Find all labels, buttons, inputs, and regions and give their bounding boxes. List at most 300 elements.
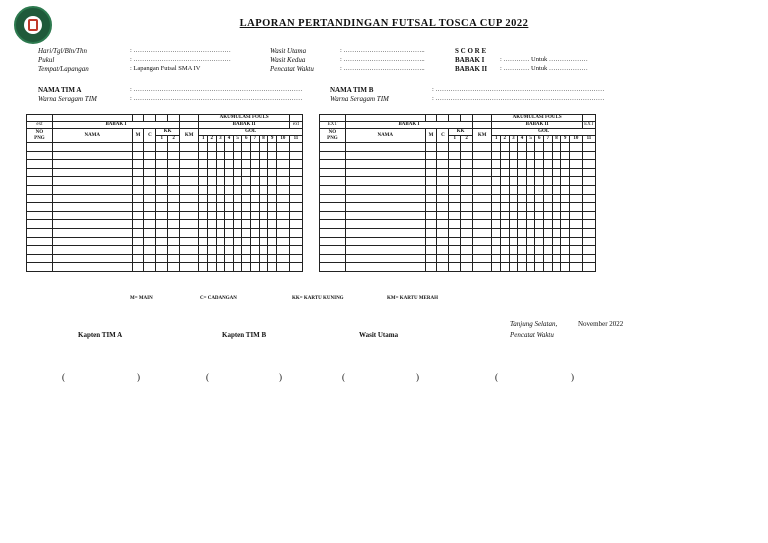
table-cell xyxy=(233,143,242,152)
gol-num-header: 8 xyxy=(259,136,268,143)
date-label: November 2022 xyxy=(578,320,624,328)
table-cell xyxy=(544,228,553,237)
table-cell xyxy=(233,203,242,212)
gol-num-header: 1 xyxy=(492,136,501,143)
table-cell xyxy=(268,211,277,220)
bracket-close-b: ) xyxy=(279,372,282,382)
no-label: NO xyxy=(328,129,337,135)
table-cell xyxy=(233,185,242,194)
value-date: : ……………………………………… xyxy=(130,47,231,54)
score-babak2-label: BABAK II xyxy=(455,65,488,73)
table-cell xyxy=(216,143,225,152)
table-cell xyxy=(437,246,449,255)
table-cell xyxy=(509,160,518,169)
table-cell xyxy=(225,203,234,212)
table-cell xyxy=(144,237,156,246)
table-cell xyxy=(251,194,260,203)
corner-box-right: ext xyxy=(289,122,302,129)
table-cell xyxy=(289,237,302,246)
table-cell xyxy=(501,203,510,212)
score-babak2-value: : ………… Untuk ……………… xyxy=(500,65,588,72)
table-cell xyxy=(492,168,501,177)
table-cell xyxy=(449,185,461,194)
table-cell xyxy=(156,143,168,152)
table-cell xyxy=(320,228,346,237)
label-date: Hari/Tgl/Bln/Thn xyxy=(38,47,88,55)
gol-num-header: 9 xyxy=(268,136,277,143)
table-cell xyxy=(552,211,561,220)
table-cell xyxy=(473,211,492,220)
table-cell xyxy=(208,203,217,212)
gol-num-header: 2 xyxy=(501,136,510,143)
value-second-referee: : ……………………………….. xyxy=(340,56,425,63)
table-cell xyxy=(473,246,492,255)
table-cell xyxy=(180,143,199,152)
table-cell xyxy=(268,143,277,152)
signature-timekeeper: Pencatat Waktu xyxy=(510,331,554,339)
value-venue: : Lapangan Futsal SMA IV xyxy=(130,65,201,72)
table-cell xyxy=(251,263,260,272)
table-cell xyxy=(156,203,168,212)
table-cell xyxy=(168,246,180,255)
foul-box xyxy=(180,122,199,129)
table-cell xyxy=(320,194,346,203)
table-cell xyxy=(251,228,260,237)
table-cell xyxy=(569,254,582,263)
table-cell xyxy=(233,263,242,272)
table-cell xyxy=(180,168,199,177)
table-cell xyxy=(168,228,180,237)
table-cell xyxy=(144,228,156,237)
foul-box xyxy=(345,115,425,122)
table-cell xyxy=(535,168,544,177)
table-cell xyxy=(208,151,217,160)
table-cell xyxy=(199,220,208,229)
table-cell xyxy=(180,151,199,160)
table-cell xyxy=(473,254,492,263)
table-cell xyxy=(544,237,553,246)
table-cell xyxy=(544,254,553,263)
table-cell xyxy=(518,177,527,186)
table-cell xyxy=(561,143,570,152)
table-cell xyxy=(552,254,561,263)
table-cell xyxy=(132,194,144,203)
table-cell xyxy=(156,254,168,263)
table-cell xyxy=(425,246,437,255)
table-cell xyxy=(449,151,461,160)
table-cell xyxy=(259,177,268,186)
table-cell xyxy=(461,203,473,212)
table-cell xyxy=(492,237,501,246)
table-cell xyxy=(208,220,217,229)
babak2-header: BABAK II xyxy=(199,122,289,129)
table-cell xyxy=(199,160,208,169)
table-cell xyxy=(473,160,492,169)
table-cell xyxy=(552,143,561,152)
nama-header: NAMA xyxy=(345,129,425,143)
table-cell xyxy=(509,246,518,255)
table-cell xyxy=(501,177,510,186)
table-cell xyxy=(132,211,144,220)
label-second-referee: Wasit Kedua xyxy=(270,56,306,64)
table-cell xyxy=(216,237,225,246)
table-cell xyxy=(425,220,437,229)
table-cell xyxy=(259,263,268,272)
table-cell xyxy=(582,254,595,263)
table-cell xyxy=(569,151,582,160)
table-cell xyxy=(251,185,260,194)
table-row xyxy=(27,143,303,152)
table-cell xyxy=(225,228,234,237)
table-cell xyxy=(27,185,53,194)
table-cell xyxy=(168,151,180,160)
table-cell xyxy=(225,168,234,177)
table-row xyxy=(27,254,303,263)
table-cell xyxy=(501,185,510,194)
table-cell xyxy=(199,151,208,160)
table-row xyxy=(27,228,303,237)
table-cell xyxy=(276,211,289,220)
table-cell xyxy=(544,177,553,186)
table-cell xyxy=(52,177,132,186)
table-cell xyxy=(535,237,544,246)
table-cell xyxy=(242,263,251,272)
table-cell xyxy=(437,254,449,263)
table-cell xyxy=(289,185,302,194)
gol-num-header: 9 xyxy=(561,136,570,143)
table-cell xyxy=(251,177,260,186)
table-cell xyxy=(492,151,501,160)
value-timekeeper: : ……………………………….. xyxy=(340,65,425,72)
table-cell xyxy=(132,263,144,272)
table-cell xyxy=(437,143,449,152)
table-cell xyxy=(509,237,518,246)
babak1-header: BABAK I xyxy=(345,122,472,129)
table-cell xyxy=(492,194,501,203)
bracket-open-a: ( xyxy=(62,372,65,382)
kk-header: KK xyxy=(156,129,180,136)
table-cell xyxy=(492,143,501,152)
table-cell xyxy=(268,254,277,263)
table-cell xyxy=(199,203,208,212)
table-cell xyxy=(582,177,595,186)
nama-header: NAMA xyxy=(52,129,132,143)
table-cell xyxy=(561,194,570,203)
table-cell xyxy=(276,151,289,160)
table-cell xyxy=(535,160,544,169)
fouls-header: AKUMULASI FOULS xyxy=(199,115,289,122)
table-cell xyxy=(208,194,217,203)
table-cell xyxy=(544,151,553,160)
table-cell xyxy=(225,151,234,160)
table-cell xyxy=(526,228,535,237)
table-cell xyxy=(156,237,168,246)
table-cell xyxy=(242,185,251,194)
table-cell xyxy=(561,254,570,263)
foul-box xyxy=(156,115,168,122)
babak1-header: BABAK I xyxy=(52,122,179,129)
table-cell xyxy=(242,246,251,255)
table-cell xyxy=(492,177,501,186)
table-cell xyxy=(473,143,492,152)
table-cell xyxy=(199,246,208,255)
table-cell xyxy=(569,194,582,203)
team-b-name-value: : …………………………………………………………………… xyxy=(432,86,605,93)
table-cell xyxy=(276,237,289,246)
table-cell xyxy=(492,228,501,237)
table-cell xyxy=(144,220,156,229)
table-cell xyxy=(437,203,449,212)
c-header: C xyxy=(144,129,156,143)
corner-box-left: EXT xyxy=(320,122,346,129)
table-cell xyxy=(233,237,242,246)
table-cell xyxy=(437,168,449,177)
table-cell xyxy=(208,254,217,263)
table-cell xyxy=(168,237,180,246)
table-cell xyxy=(449,237,461,246)
table-cell xyxy=(437,177,449,186)
table-cell xyxy=(582,203,595,212)
m-header: M xyxy=(132,129,144,143)
table-cell xyxy=(561,211,570,220)
table-cell xyxy=(144,143,156,152)
table-row xyxy=(27,194,303,203)
table-row xyxy=(27,237,303,246)
table-cell xyxy=(552,263,561,272)
table-cell xyxy=(526,185,535,194)
table-cell xyxy=(320,203,346,212)
table-cell xyxy=(132,246,144,255)
table-cell xyxy=(52,246,132,255)
table-cell xyxy=(526,263,535,272)
table-cell xyxy=(225,246,234,255)
table-cell xyxy=(461,177,473,186)
table-cell xyxy=(535,263,544,272)
team-b-color-label: Warna Seragam TIM xyxy=(330,95,389,103)
table-cell xyxy=(225,237,234,246)
table-cell xyxy=(582,237,595,246)
table-cell xyxy=(259,254,268,263)
table-cell xyxy=(242,194,251,203)
kk2-header: 2 xyxy=(168,136,180,143)
table-cell xyxy=(156,160,168,169)
table-cell xyxy=(156,263,168,272)
table-cell xyxy=(345,203,425,212)
table-cell xyxy=(437,228,449,237)
document-title: LAPORAN PERTANDINGAN FUTSAL TOSCA CUP 2022 xyxy=(239,18,529,29)
table-cell xyxy=(449,177,461,186)
table-cell xyxy=(144,168,156,177)
table-cell xyxy=(52,151,132,160)
table-cell xyxy=(259,168,268,177)
table-cell xyxy=(289,203,302,212)
table-cell xyxy=(582,220,595,229)
table-cell xyxy=(52,203,132,212)
table-cell xyxy=(132,185,144,194)
table-cell xyxy=(52,194,132,203)
table-cell xyxy=(582,160,595,169)
table-cell xyxy=(132,168,144,177)
table-cell xyxy=(242,254,251,263)
table-cell xyxy=(320,168,346,177)
table-cell xyxy=(535,254,544,263)
table-cell xyxy=(345,177,425,186)
table-cell xyxy=(168,143,180,152)
table-cell xyxy=(233,151,242,160)
table-cell xyxy=(501,237,510,246)
table-cell xyxy=(449,254,461,263)
table-cell xyxy=(251,168,260,177)
table-cell xyxy=(180,228,199,237)
table-cell xyxy=(518,220,527,229)
table-cell xyxy=(473,228,492,237)
table-cell xyxy=(535,246,544,255)
table-cell xyxy=(199,168,208,177)
table-cell xyxy=(509,211,518,220)
table-cell xyxy=(27,211,53,220)
foul-box xyxy=(144,115,156,122)
foul-box xyxy=(132,115,144,122)
table-cell xyxy=(437,194,449,203)
table-cell xyxy=(289,246,302,255)
table-cell xyxy=(569,177,582,186)
gol-num-header: 4 xyxy=(225,136,234,143)
table-cell xyxy=(208,246,217,255)
table-row xyxy=(320,168,596,177)
table-cell xyxy=(526,254,535,263)
table-cell xyxy=(242,168,251,177)
gol-num-header: 10 xyxy=(276,136,289,143)
table-cell xyxy=(535,185,544,194)
table-cell xyxy=(233,220,242,229)
table-cell xyxy=(569,220,582,229)
table-cell xyxy=(168,160,180,169)
table-cell xyxy=(216,211,225,220)
table-cell xyxy=(473,151,492,160)
table-cell xyxy=(461,220,473,229)
table-cell xyxy=(268,160,277,169)
table-cell xyxy=(259,185,268,194)
table-row xyxy=(320,263,596,272)
table-cell xyxy=(156,228,168,237)
table-cell xyxy=(225,194,234,203)
table-cell xyxy=(132,228,144,237)
table-cell xyxy=(345,160,425,169)
table-cell xyxy=(345,185,425,194)
table-cell xyxy=(268,177,277,186)
table-cell xyxy=(582,246,595,255)
table-cell xyxy=(233,211,242,220)
table-cell xyxy=(544,168,553,177)
table-cell xyxy=(156,177,168,186)
table-cell xyxy=(509,220,518,229)
foul-box xyxy=(180,115,199,122)
table-cell xyxy=(492,160,501,169)
table-cell xyxy=(518,143,527,152)
table-cell xyxy=(582,228,595,237)
table-cell xyxy=(168,220,180,229)
table-cell xyxy=(473,168,492,177)
table-cell xyxy=(276,185,289,194)
table-cell xyxy=(289,143,302,152)
table-cell xyxy=(289,194,302,203)
table-cell xyxy=(509,168,518,177)
table-cell xyxy=(544,185,553,194)
table-cell xyxy=(345,168,425,177)
table-cell xyxy=(52,168,132,177)
table-cell xyxy=(52,237,132,246)
table-cell xyxy=(52,185,132,194)
table-cell xyxy=(144,254,156,263)
table-cell xyxy=(552,220,561,229)
table-cell xyxy=(27,228,53,237)
table-cell xyxy=(320,263,346,272)
table-cell xyxy=(569,185,582,194)
table-cell xyxy=(320,160,346,169)
table-cell xyxy=(425,237,437,246)
table-cell xyxy=(425,211,437,220)
table-cell xyxy=(561,151,570,160)
table-cell xyxy=(52,220,132,229)
table-cell xyxy=(345,246,425,255)
table-cell xyxy=(251,220,260,229)
table-cell xyxy=(259,220,268,229)
table-cell xyxy=(208,177,217,186)
table-cell xyxy=(552,151,561,160)
value-time: : ……………………………………… xyxy=(130,56,231,63)
table-cell xyxy=(251,246,260,255)
table-cell xyxy=(518,151,527,160)
table-cell xyxy=(268,194,277,203)
table-cell xyxy=(535,194,544,203)
table-cell xyxy=(180,194,199,203)
table-cell xyxy=(27,168,53,177)
table-cell xyxy=(449,211,461,220)
table-cell xyxy=(425,143,437,152)
table-cell xyxy=(233,160,242,169)
bracket-open-time: ( xyxy=(495,372,498,382)
foul-box xyxy=(437,115,449,122)
table-cell xyxy=(132,203,144,212)
value-main-referee: : ……………………………….. xyxy=(340,47,425,54)
table-cell xyxy=(509,228,518,237)
table-cell xyxy=(216,194,225,203)
table-cell xyxy=(156,220,168,229)
table-cell xyxy=(27,246,53,255)
foul-box xyxy=(473,115,492,122)
table-cell xyxy=(180,177,199,186)
table-cell xyxy=(561,246,570,255)
table-cell xyxy=(518,228,527,237)
table-cell xyxy=(437,151,449,160)
table-cell xyxy=(289,254,302,263)
table-cell xyxy=(425,228,437,237)
fouls-header: AKUMULASI FOULS xyxy=(492,115,582,122)
gol-num-header: 3 xyxy=(509,136,518,143)
foul-box xyxy=(425,115,437,122)
table-cell xyxy=(276,263,289,272)
table-cell xyxy=(216,177,225,186)
foul-box xyxy=(461,115,473,122)
table-cell xyxy=(180,246,199,255)
table-cell xyxy=(132,254,144,263)
signature-captain-b: Kapten TIM B xyxy=(222,331,267,339)
table-cell xyxy=(27,151,53,160)
table-cell xyxy=(268,246,277,255)
table-cell xyxy=(449,246,461,255)
gol-num-header: 11 xyxy=(289,136,302,143)
table-cell xyxy=(216,185,225,194)
